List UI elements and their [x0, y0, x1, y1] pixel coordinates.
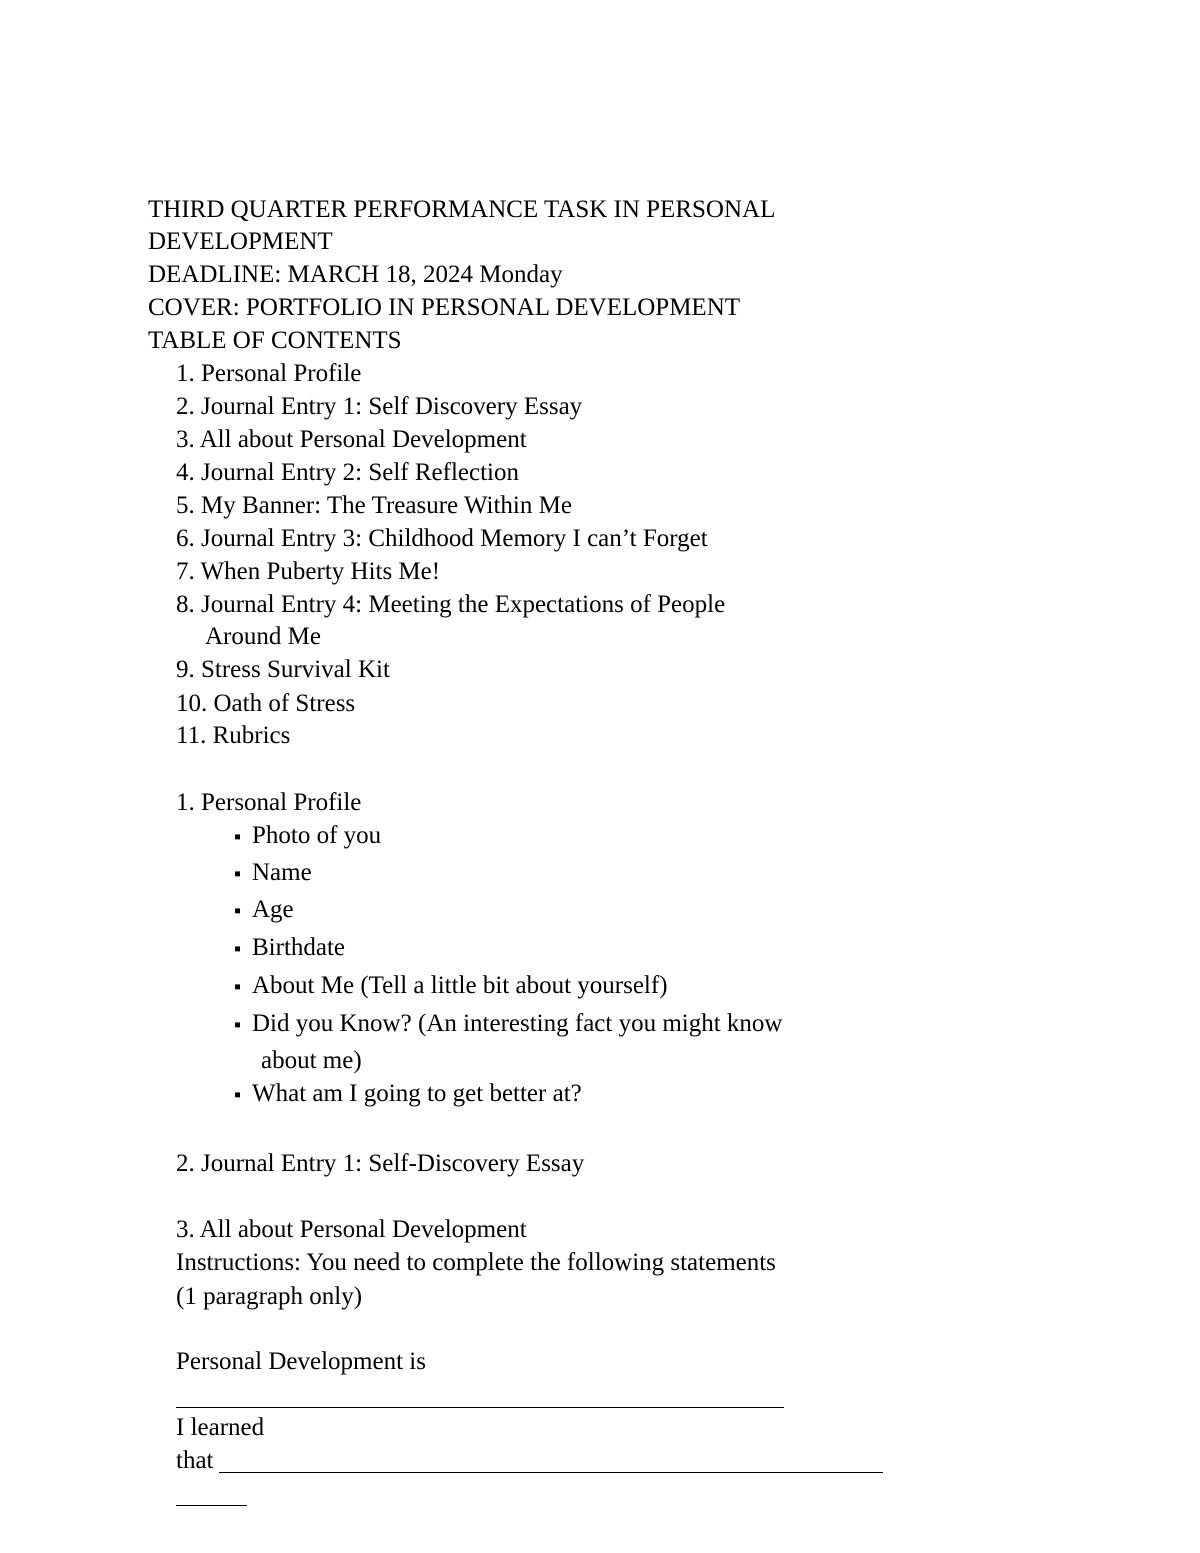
toc-item: 1. Personal Profile	[176, 360, 362, 387]
deadline: DEADLINE: MARCH 18, 2024 Monday	[148, 261, 563, 288]
answer-blank-line	[176, 1407, 784, 1408]
document-title-continued: DEVELOPMENT	[148, 228, 333, 255]
bullet-item	[234, 1008, 782, 1041]
toc-item: 9. Stress Survival Kit	[176, 656, 390, 683]
bullet-text: What am I going to get better at?	[252, 1080, 582, 1107]
section-3-heading: 3. All about Personal Development	[176, 1216, 527, 1243]
bullet-icon: ▪	[234, 1014, 242, 1036]
toc-item: 11. Rubrics	[176, 722, 291, 749]
toc-item: 4. Journal Entry 2: Self Reflection	[176, 459, 519, 486]
toc-item-continued: Around Me	[205, 623, 321, 650]
section-2-heading: 2. Journal Entry 1: Self-Discovery Essay	[176, 1150, 585, 1177]
bullet-item	[234, 820, 381, 853]
bullet-item	[234, 1078, 582, 1111]
bullet-text: About Me (Tell a little bit about yourself)	[252, 972, 668, 999]
cover-line: COVER: PORTFOLIO IN PERSONAL DEVELOPMENT	[148, 294, 741, 321]
statement-i-learned: I learned	[176, 1414, 265, 1441]
bullet-item	[234, 857, 312, 890]
toc-item: 6. Journal Entry 3: Childhood Memory I can’t Forget	[176, 525, 708, 552]
toc-item: 5. My Banner: The Treasure Within Me	[176, 492, 572, 519]
bullet-icon: ▪	[234, 826, 242, 848]
bullet-icon: ▪	[234, 900, 242, 922]
bullet-text: Age	[252, 896, 294, 923]
bullet-icon: ▪	[234, 938, 242, 960]
bullet-text: Did you Know? (An interesting fact you might know	[252, 1010, 783, 1037]
bullet-text: Name	[252, 859, 312, 886]
toc-item: 10. Oath of Stress	[176, 690, 356, 717]
bullet-text: Birthdate	[252, 934, 346, 961]
document-title: THIRD QUARTER PERFORMANCE TASK IN PERSONAL	[148, 196, 776, 223]
bullet-text-continued: about me)	[261, 1047, 362, 1074]
answer-blank-line	[219, 1472, 883, 1473]
toc-item: 2. Journal Entry 1: Self Discovery Essay	[176, 393, 583, 420]
bullet-icon: ▪	[234, 976, 242, 998]
toc-heading: TABLE OF CONTENTS	[148, 327, 402, 354]
statement-personal-development: Personal Development is	[176, 1348, 426, 1375]
answer-blank-line-continued	[176, 1505, 247, 1506]
bullet-icon: ▪	[234, 863, 242, 885]
section-1-heading: 1. Personal Profile	[176, 789, 362, 816]
toc-item: 8. Journal Entry 4: Meeting the Expectations of People	[176, 591, 726, 618]
toc-item: 7. When Puberty Hits Me!	[176, 558, 441, 585]
instructions: Instructions: You need to complete the following statements	[176, 1249, 776, 1276]
bullet-text: Photo of you	[252, 822, 382, 849]
instructions-continued: (1 paragraph only)	[176, 1283, 363, 1310]
statement-that: that	[176, 1447, 214, 1474]
bullet-item	[234, 894, 294, 927]
bullet-item	[234, 970, 668, 1003]
bullet-item	[234, 932, 345, 965]
bullet-icon: ▪	[234, 1084, 242, 1106]
toc-item: 3. All about Personal Development	[176, 426, 527, 453]
